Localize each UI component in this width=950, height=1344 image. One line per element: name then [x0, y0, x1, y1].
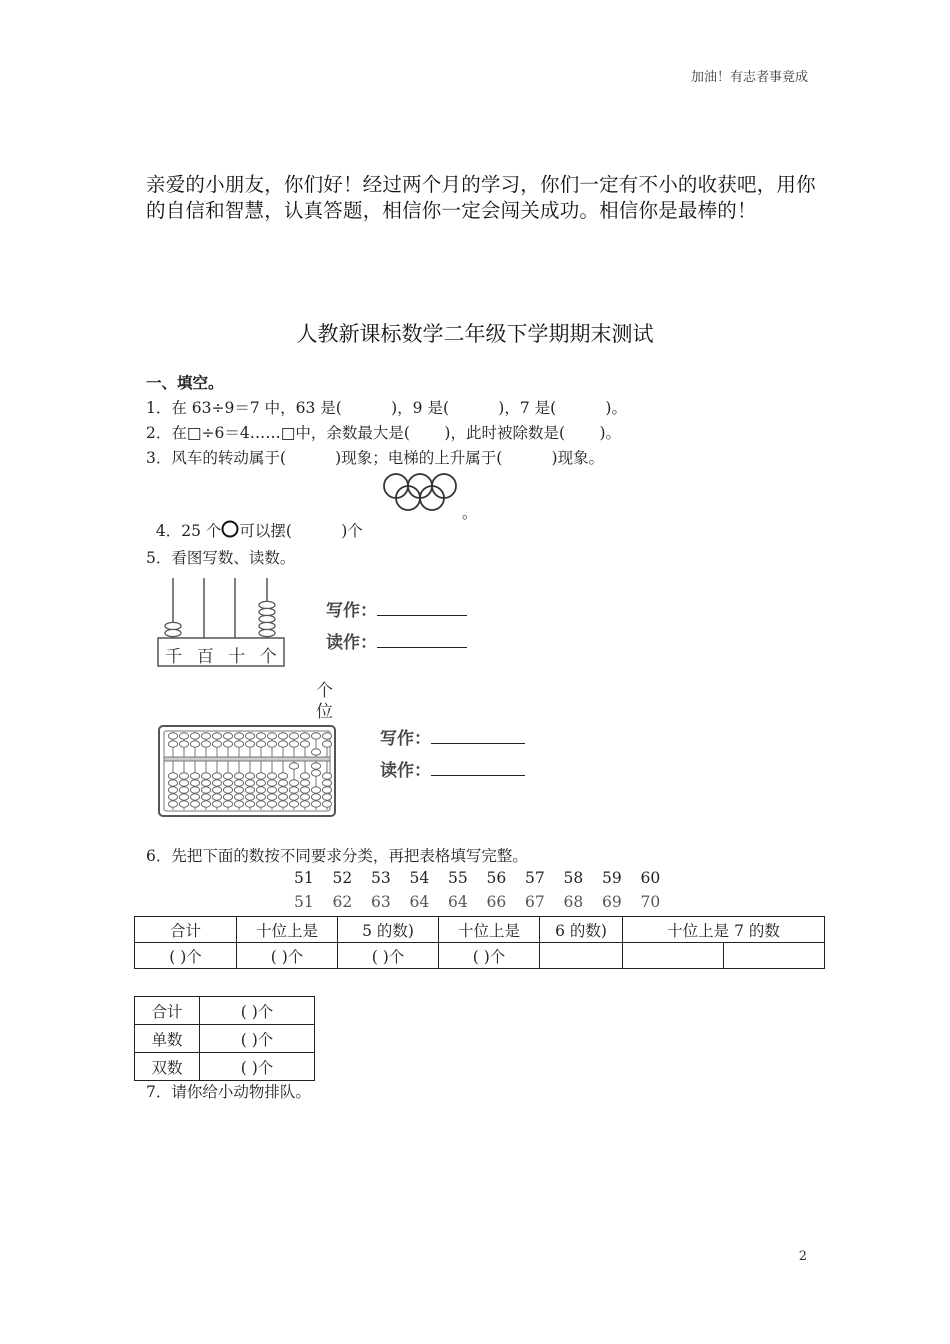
abacus-bead	[168, 733, 177, 739]
abacus-bead	[289, 780, 298, 786]
counting-frame-labels	[158, 642, 284, 667]
place-label-thousands: 千	[165, 647, 183, 667]
abacus-bead	[179, 741, 188, 747]
abacus-bead	[300, 787, 309, 793]
abacus-bead	[190, 733, 199, 739]
odd-even-table	[134, 996, 315, 1081]
ones-place-label-bottom: 位	[316, 702, 333, 722]
cell-tens-5-b[interactable]: ( )个	[338, 943, 439, 969]
number-cell: 55	[448, 869, 468, 887]
abacus-bead	[278, 741, 287, 747]
header-tens-5-a: 十位上是	[237, 917, 338, 943]
abacus-bead	[256, 787, 265, 793]
abacus-bead	[223, 741, 232, 747]
abacus-bead	[278, 773, 287, 779]
abacus-bead	[223, 801, 232, 807]
abacus-bead	[289, 733, 298, 739]
abacus-bead	[234, 801, 243, 807]
abacus-bead	[256, 794, 265, 800]
table-row	[135, 1053, 315, 1081]
abacus-bead	[179, 733, 188, 739]
abacus-bead	[190, 787, 199, 793]
header-tens-5-b: 5 的数)	[338, 917, 439, 943]
abacus-bead	[190, 794, 199, 800]
read-blank[interactable]	[377, 633, 467, 648]
abacus-bead	[289, 741, 298, 747]
page-number: 2	[798, 1249, 807, 1264]
abacus-bead	[168, 787, 177, 793]
abacus-bead	[234, 794, 243, 800]
abacus-bead	[311, 763, 320, 769]
row-value-total[interactable]: ( )个	[200, 997, 315, 1025]
table-row	[135, 997, 315, 1025]
row-label-even: 双数	[135, 1053, 200, 1081]
abacus-bead	[212, 773, 221, 779]
abacus-bead	[212, 787, 221, 793]
abacus-bead	[289, 794, 298, 800]
abacus-bead	[179, 780, 188, 786]
abacus-bead	[201, 801, 210, 807]
abacus-bead	[278, 801, 287, 807]
cell-tens-7-a[interactable]	[623, 943, 724, 969]
number-cell: 51	[294, 869, 314, 887]
number-cell: 64	[409, 893, 430, 911]
section-heading-fill-in: 一、填空。	[146, 374, 224, 392]
abacus-bead	[201, 741, 210, 747]
cell-tens-7-b[interactable]	[724, 943, 825, 969]
question-4-end: 。	[462, 504, 478, 522]
abacus-bead	[179, 801, 188, 807]
question-7: 7．请你给小动物排队。	[146, 1083, 311, 1101]
cell-tens-6[interactable]: ( )个	[439, 943, 540, 969]
table-header-row	[135, 917, 825, 943]
abacus-bead	[245, 733, 254, 739]
ones-place-label-top: 个	[316, 681, 333, 701]
abacus-bead	[256, 780, 265, 786]
table-row	[135, 1025, 315, 1053]
abacus1-write	[326, 596, 467, 621]
number-cell: 62	[332, 893, 353, 911]
abacus-bead	[212, 733, 221, 739]
place-label-tens: 十	[228, 647, 246, 667]
question-2: 2．在□÷6＝4……□中，余数最大是( )，此时被除数是( )。	[146, 424, 622, 442]
abacus-bead	[234, 773, 243, 779]
abacus-bead	[267, 794, 276, 800]
page-header: 加油！有志者事竟成	[690, 70, 808, 85]
number-cell: 66	[486, 893, 507, 911]
abacus-bead	[223, 794, 232, 800]
write-blank-2[interactable]	[431, 729, 525, 744]
abacus-bead	[322, 780, 331, 786]
abacus-bead	[168, 741, 177, 747]
write-blank[interactable]	[377, 601, 467, 616]
read-label-2: 读作：	[380, 761, 431, 781]
abacus-bead	[179, 773, 188, 779]
number-cell: 60	[640, 869, 661, 887]
abacus-bead	[300, 780, 309, 786]
abacus-bead	[234, 741, 243, 747]
abacus-bead	[322, 741, 331, 747]
abacus-bead	[168, 794, 177, 800]
abacus-bead	[223, 773, 232, 779]
ring-icon	[221, 520, 239, 538]
abacus-bead	[267, 801, 276, 807]
abacus-bead	[223, 733, 232, 739]
abacus-bead	[245, 794, 254, 800]
abacus-bead	[300, 741, 309, 747]
abacus-bead	[300, 801, 309, 807]
abacus-bead	[245, 773, 254, 779]
abacus-bead	[179, 794, 188, 800]
abacus2-read	[380, 756, 525, 781]
abacus-bead	[289, 801, 298, 807]
abacus-figure	[157, 724, 337, 818]
olympic-rings-icon	[380, 472, 460, 514]
place-label-ones: 个	[259, 647, 277, 667]
abacus-bead	[212, 741, 221, 747]
classification-table	[134, 916, 825, 969]
question-6: 6．先把下面的数按不同要求分类，再把表格填写完整。	[146, 847, 528, 865]
abacus-bead	[322, 787, 331, 793]
number-cell: 58	[563, 869, 584, 887]
abacus-bead	[278, 787, 287, 793]
abacus-bead	[300, 773, 309, 779]
numbers-row-1	[294, 869, 679, 887]
abacus-bead	[278, 780, 287, 786]
number-cell: 57	[525, 869, 545, 887]
question-4-prefix: 4．25 个	[155, 522, 222, 540]
abacus-bead	[190, 773, 199, 779]
abacus-bead	[267, 741, 276, 747]
number-cell: 52	[332, 869, 353, 887]
cell-tens-6-b[interactable]	[540, 943, 623, 969]
number-cell: 56	[486, 869, 507, 887]
abacus-bead	[168, 801, 177, 807]
abacus-bead	[223, 780, 232, 786]
number-cell: 53	[371, 869, 391, 887]
abacus-bead	[234, 733, 243, 739]
abacus-bead	[300, 733, 309, 739]
number-cell: 64	[448, 893, 468, 911]
abacus-bead	[223, 787, 232, 793]
number-cell: 69	[602, 893, 622, 911]
intro-paragraph: 亲爱的小朋友，你们好！经过两个月的学习，你们一定有不小的收获吧，用你的自信和智慧，认真答题，相信你一定会闯关成功。相信你是最棒的！	[146, 173, 816, 222]
row-label-total: 合计	[135, 997, 200, 1025]
abacus-bead	[311, 801, 320, 807]
abacus-bead	[245, 801, 254, 807]
abacus-bead	[212, 780, 221, 786]
abacus-bead	[245, 780, 254, 786]
abacus-bead	[322, 801, 331, 807]
abacus-bead	[212, 794, 221, 800]
abacus-bead	[201, 733, 210, 739]
question-5: 5．看图写数、读数。	[146, 549, 296, 567]
number-cell: 54	[409, 869, 430, 887]
abacus-bead	[168, 780, 177, 786]
abacus-bead	[267, 733, 276, 739]
abacus2-write	[380, 724, 525, 749]
cell-total[interactable]: ( )个	[135, 943, 237, 969]
abacus-bead	[190, 801, 199, 807]
abacus-bead	[322, 773, 331, 779]
number-cell: 63	[371, 893, 391, 911]
row-value-odd[interactable]: ( )个	[200, 1025, 315, 1053]
abacus1-read	[326, 628, 467, 653]
number-cell: 59	[602, 869, 622, 887]
number-cell: 70	[640, 893, 661, 911]
abacus-bead	[190, 741, 199, 747]
numbers-row-2	[294, 893, 679, 911]
abacus-bead	[267, 787, 276, 793]
abacus-bead	[256, 741, 265, 747]
question-4-middle: 可以摆( )个	[239, 522, 363, 540]
abacus-bead	[245, 741, 254, 747]
row-label-odd: 单数	[135, 1025, 200, 1053]
abacus-bead	[311, 787, 320, 793]
abacus-bead	[311, 749, 320, 755]
abacus-bead	[311, 770, 320, 776]
question-3: 3．风车的转动属于( )现象；电梯的上升属于( )现象。	[146, 449, 605, 467]
abacus-bead	[267, 773, 276, 779]
header-tens-6-a: 十位上是	[439, 917, 540, 943]
number-cell: 68	[563, 893, 584, 911]
header-tens-6-b: 6 的数)	[540, 917, 623, 943]
write-label-2: 写作：	[380, 729, 431, 749]
header-total: 合计	[135, 917, 237, 943]
abacus-bead	[278, 733, 287, 739]
abacus-bead	[256, 801, 265, 807]
table-row	[135, 943, 825, 969]
abacus-bead	[300, 794, 309, 800]
abacus-bead	[256, 773, 265, 779]
ones-place-label	[316, 681, 333, 723]
abacus-bead	[201, 773, 210, 779]
abacus-bead	[311, 794, 320, 800]
read-label: 读作：	[326, 633, 377, 653]
abacus-bead	[212, 801, 221, 807]
abacus-bead	[256, 733, 265, 739]
row-value-even[interactable]: ( )个	[200, 1053, 315, 1081]
read-blank-2[interactable]	[431, 761, 525, 776]
abacus-bead	[267, 780, 276, 786]
place-label-hundreds: 百	[196, 647, 214, 667]
abacus-bead	[179, 787, 188, 793]
header-tens-7: 十位上是 7 的数	[623, 917, 825, 943]
abacus-bead	[289, 763, 298, 769]
abacus-bead	[322, 733, 331, 739]
abacus-bead	[234, 787, 243, 793]
abacus-bead	[311, 733, 320, 739]
abacus-bead	[190, 780, 199, 786]
cell-tens-5[interactable]: ( )个	[237, 943, 338, 969]
abacus-bead	[201, 780, 210, 786]
number-cell: 51	[294, 893, 314, 911]
abacus-bead	[322, 794, 331, 800]
question-4	[146, 501, 363, 541]
abacus-bead	[168, 773, 177, 779]
abacus-bead	[234, 780, 243, 786]
abacus-bead	[245, 787, 254, 793]
number-cell: 67	[525, 893, 545, 911]
write-label: 写作：	[326, 601, 377, 621]
abacus-bead	[201, 794, 210, 800]
abacus-bead	[289, 787, 298, 793]
abacus-bead	[278, 794, 287, 800]
page-title: 人教新课标数学二年级下学期期末测试	[296, 322, 654, 346]
question-1: 1．在 63÷9＝7 中，63 是( )，9 是( )，7 是( )。	[146, 399, 627, 417]
abacus-bead	[201, 787, 210, 793]
